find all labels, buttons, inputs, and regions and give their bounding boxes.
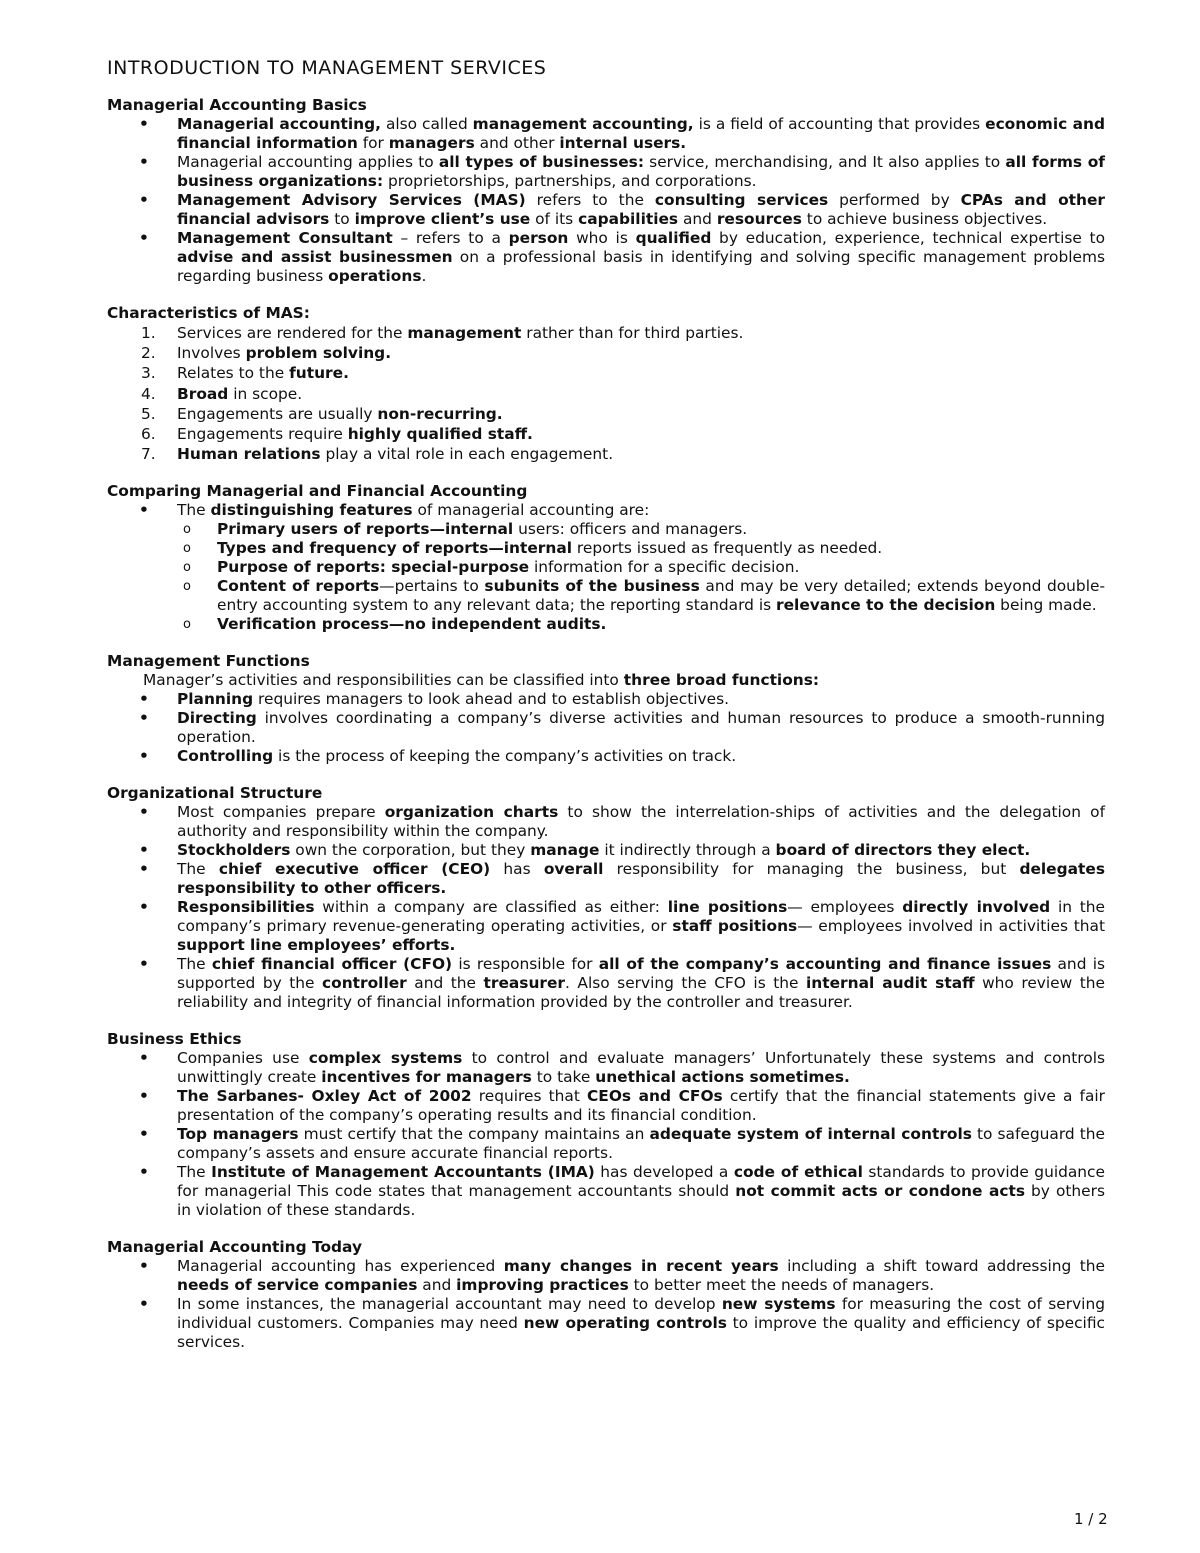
section-heading: Organizational Structure — [107, 784, 323, 803]
sub-list-item — [107, 520, 1105, 539]
section-intro — [107, 671, 1105, 690]
section-gap — [107, 286, 1105, 304]
list-item — [107, 841, 1105, 860]
list-item — [107, 1257, 1105, 1295]
text-run: . Also serving the CFO is the — [565, 974, 806, 993]
list-item — [107, 404, 1105, 424]
bold-text: delegates responsibility to other officers. — [177, 860, 1105, 898]
bold-text: three broad functions: — [623, 671, 820, 690]
bold-text: subunits of the business — [484, 577, 700, 596]
list-item — [107, 1163, 1105, 1220]
bold-text: new systems — [721, 1295, 836, 1314]
bold-text: Broad — [177, 384, 229, 403]
text-run: Companies use — [177, 1049, 309, 1068]
bold-text: improve client’s use — [354, 210, 531, 228]
section — [107, 304, 1105, 464]
text-run: requires managers to look ahead and to establish objectives. — [253, 690, 730, 709]
text-run: to take — [531, 1068, 596, 1087]
text-run: The — [177, 501, 211, 520]
list-item — [107, 424, 1105, 444]
list-item — [107, 709, 1105, 747]
bold-text: managers — [388, 134, 475, 152]
list-item — [107, 1049, 1105, 1087]
bold-text: Stockholders — [177, 841, 291, 860]
bold-text: problem solving. — [245, 344, 392, 363]
bold-text: management — [407, 324, 522, 342]
bold-text: many changes in recent years — [503, 1257, 779, 1276]
text-run: who review the reliability and integrity of financial information provided by the controller and treasurer. — [177, 974, 1106, 1012]
sub-list-item — [107, 615, 1105, 634]
bold-text: The Sarbanes- Oxley Act of 2002 — [177, 1087, 472, 1106]
bold-text: Top managers — [177, 1125, 299, 1144]
text-run: — employees — [787, 898, 903, 917]
item-number: 6. — [141, 425, 156, 444]
text-run: has — [490, 860, 544, 879]
bold-text: Directing — [177, 709, 257, 728]
text-run: on a professional basis in identifying and solving specific management problems regarding business — [177, 248, 1105, 285]
text-run: has developed a — [594, 1163, 734, 1182]
bold-text: chief financial officer (CFO) — [211, 955, 453, 974]
bold-text: Institute of Management Accountants (IMA) — [211, 1163, 595, 1182]
text-run: and other — [474, 134, 560, 152]
text-run: responsibility for managing the business, but — [603, 860, 1020, 879]
bold-text: support line employees’ efforts. — [177, 936, 456, 955]
document-page — [107, 56, 1105, 1352]
text-run: also called — [381, 115, 473, 133]
text-run: is responsible for — [452, 955, 599, 974]
bold-text: consulting services — [654, 191, 829, 209]
text-run: The — [177, 955, 212, 974]
bullet-list — [107, 1049, 1105, 1220]
bold-text: board of directors they elect. — [775, 841, 1031, 860]
list-item — [107, 1125, 1105, 1163]
item-number: 2. — [141, 344, 156, 363]
section — [107, 96, 1105, 286]
section-heading: Comparing Managerial and Financial Accounting — [107, 482, 528, 501]
bold-text: economic and financial information — [177, 115, 1105, 152]
text-run: to — [329, 210, 355, 228]
text-run: own the corporation, but they — [290, 841, 531, 860]
text-run: . — [421, 267, 427, 285]
bold-text: Management Consultant — [177, 229, 393, 247]
text-run: Involves — [177, 344, 246, 363]
text-run: standards to provide guidance for managerial This code states that management accountants should — [177, 1163, 1105, 1201]
text-run: of its — [530, 210, 579, 228]
section — [107, 652, 1105, 766]
list-item — [107, 747, 1105, 766]
bold-text: highly qualified staff. — [347, 425, 533, 444]
bold-text: Managerial accounting, — [177, 115, 382, 133]
bold-text: unethical actions sometimes. — [595, 1068, 850, 1087]
list-item — [107, 343, 1105, 363]
section-heading: Characteristics of MAS: — [107, 304, 310, 322]
text-run: within a company are classified as either: — [314, 898, 668, 917]
bold-text: Content of reports — [217, 577, 380, 596]
bullet-list — [107, 501, 1105, 520]
bold-text: chief executive officer (CEO) — [218, 860, 491, 879]
list-item — [107, 803, 1105, 841]
bold-text: adequate system of internal controls — [649, 1125, 972, 1144]
bold-text: advise and assist businessmen — [177, 248, 453, 266]
text-run: Relates to the — [177, 364, 290, 383]
item-number: 3. — [141, 364, 156, 383]
document-body — [107, 96, 1105, 1352]
bold-text: CEOs and CFOs — [587, 1087, 723, 1106]
text-run: to show the interrelation-ships of activities and the delegation of authority and responsibility within the company. — [177, 803, 1105, 841]
bold-text: needs of service companies — [177, 1276, 418, 1295]
text-run: to better meet the needs of managers. — [628, 1276, 935, 1295]
bold-text: Planning — [177, 690, 254, 709]
bullet-list — [107, 1257, 1105, 1352]
list-item — [107, 229, 1105, 286]
text-run: and may be very detailed; extends beyond double-entry accounting system to any relevant data; the reporting standard is — [217, 577, 1106, 615]
bold-text: Primary users of reports—internal — [217, 520, 514, 539]
bold-text: CPAs and other financial advisors — [177, 191, 1105, 228]
bold-text: operations — [328, 267, 422, 285]
text-run: proprietorships, partnerships, and corporations. — [383, 172, 757, 190]
text-run: by others in violation of these standards. — [177, 1182, 1105, 1220]
sub-list — [107, 520, 1105, 634]
text-run: refers to the — [525, 191, 655, 209]
bold-text: complex systems — [308, 1049, 463, 1068]
bold-text: Purpose of reports: special-purpose — [217, 558, 530, 577]
section — [107, 1238, 1105, 1352]
numbered-list — [107, 323, 1105, 464]
text-run: by education, experience, technical expertise to — [711, 229, 1106, 247]
section — [107, 784, 1105, 1012]
text-run: The — [177, 860, 219, 879]
bold-text: future. — [289, 364, 349, 383]
bold-text: staff positions — [672, 917, 798, 936]
text-run: The — [177, 1163, 212, 1182]
item-number: 1. — [141, 324, 156, 342]
text-run: — employees involved in activities that — [797, 917, 1105, 936]
text-run: certify that the financial statements give a fair presentation of the company’s operating results and its financial condition. — [177, 1087, 1105, 1125]
text-run: of managerial accounting are: — [412, 501, 650, 520]
bold-text: controller — [322, 974, 407, 993]
text-run: to safeguard the company’s assets and ensure accurate financial reports. — [177, 1125, 1105, 1163]
text-run: and is supported by the — [177, 955, 1105, 993]
text-run: is the process of keeping the company’s activities on track. — [273, 747, 737, 766]
bold-text: Controlling — [177, 747, 274, 766]
section-heading: Managerial Accounting Basics — [107, 96, 367, 114]
bold-text: improving practices — [456, 1276, 629, 1295]
text-run: in scope. — [228, 384, 303, 403]
bold-text: distinguishing features — [210, 501, 413, 520]
sub-list-item — [107, 558, 1105, 577]
text-run: performed by — [828, 191, 961, 209]
bold-text: all of the company’s accounting and finance issues — [598, 955, 1052, 974]
bold-text: overall — [543, 860, 604, 879]
bold-text: directly involved — [902, 898, 1051, 917]
bold-text: Human relations — [177, 445, 321, 464]
bold-text: internal users. — [559, 134, 687, 152]
text-run: in the company’s primary revenue-generating operating activities, or — [177, 898, 1106, 936]
text-run: to control and evaluate managers’ Unfortunately these systems and controls unwittingly create — [177, 1049, 1105, 1087]
bold-text: Types and frequency of reports—internal — [217, 539, 572, 558]
list-item — [107, 115, 1105, 153]
section-heading: Managerial Accounting Today — [107, 1238, 362, 1257]
text-run: for measuring the cost of serving individual customers. Companies may need — [177, 1295, 1105, 1333]
bold-text: Responsibilities — [177, 898, 315, 917]
bold-text: incentives for managers — [321, 1068, 532, 1087]
list-item — [107, 501, 1105, 520]
bold-text: resources — [716, 210, 802, 228]
bold-text: internal audit staff — [806, 974, 975, 993]
text-run: Most companies prepare — [177, 803, 385, 822]
page-number: 1 / 2 — [1074, 1510, 1108, 1528]
list-item — [107, 955, 1105, 1012]
section-gap — [107, 464, 1105, 482]
text-run: to achieve business objectives. — [801, 210, 1048, 228]
bold-text: capabilities — [578, 210, 679, 228]
text-run: In some instances, the managerial accountant may need to develop — [177, 1295, 722, 1314]
text-run: including a shift toward addressing the — [778, 1257, 1105, 1276]
text-run: and — [417, 1276, 457, 1295]
text-run: for — [357, 134, 389, 152]
bold-text: not commit acts or condone acts — [735, 1182, 1025, 1201]
bold-text: treasurer — [483, 974, 566, 993]
section-gap — [107, 1220, 1105, 1238]
text-run: it indirectly through a — [599, 841, 776, 860]
list-item — [107, 363, 1105, 383]
list-item — [107, 898, 1105, 955]
text-run: and — [678, 210, 717, 228]
bullet-list — [107, 803, 1105, 1012]
bold-text: code of ethical — [733, 1163, 863, 1182]
bold-text: Management Advisory Services (MAS) — [177, 191, 526, 209]
section-gap — [107, 634, 1105, 652]
text-run: being made. — [995, 596, 1097, 615]
document-title: INTRODUCTION TO MANAGEMENT SERVICES — [107, 57, 547, 79]
text-run: involves coordinating a company’s diverse activities and human resources to produce a smooth-running operation. — [177, 709, 1105, 747]
bold-text: person — [508, 229, 569, 247]
text-run: reports issued as frequently as needed. — [571, 539, 883, 558]
text-run: to improve the quality and efficiency of specific services. — [177, 1314, 1105, 1352]
item-number: 5. — [141, 404, 156, 423]
list-item — [107, 323, 1105, 343]
text-run: rather than for third parties. — [521, 324, 744, 342]
section-gap — [107, 1012, 1105, 1030]
list-item — [107, 384, 1105, 404]
bold-text: relevance to the decision — [776, 596, 996, 615]
text-run: service, merchandising, and It also applies to — [643, 153, 1006, 171]
text-run: must certify that the company maintains an — [298, 1125, 650, 1144]
bold-text: manage — [530, 841, 600, 860]
text-run: Manager’s activities and responsibilities can be classified into — [143, 671, 624, 690]
text-run: —pertains to — [379, 577, 485, 596]
text-run: Engagements are usually — [177, 404, 378, 423]
list-item — [107, 191, 1105, 229]
list-item — [107, 444, 1105, 464]
sub-list-item — [107, 539, 1105, 558]
bold-text: all forms of business organizations: — [177, 153, 1105, 190]
text-run: is a field of accounting that provides — [693, 115, 986, 133]
bold-text: new operating controls — [523, 1314, 727, 1333]
text-run: Managerial accounting applies to — [177, 153, 439, 171]
text-run: – refers to a — [392, 229, 509, 247]
item-number: 4. — [141, 384, 156, 403]
text-run: play a vital role in each engagement. — [320, 445, 614, 464]
list-item — [107, 153, 1105, 191]
list-item — [107, 860, 1105, 898]
text-run: users: officers and managers. — [513, 520, 748, 539]
sub-list-item — [107, 577, 1105, 615]
bold-text: organization charts — [384, 803, 559, 822]
text-run: and the — [406, 974, 484, 993]
bold-text: management accounting, — [472, 115, 694, 133]
list-item — [107, 1295, 1105, 1352]
text-run: who is — [568, 229, 636, 247]
text-run: requires that — [471, 1087, 588, 1106]
bullet-list — [107, 115, 1105, 286]
text-run: information for a specific decision. — [529, 558, 800, 577]
section-heading: Management Functions — [107, 652, 310, 671]
bold-text: Verification process—no independent audits. — [217, 615, 607, 634]
list-item — [107, 690, 1105, 709]
bold-text: qualified — [635, 229, 712, 247]
bold-text: non-recurring. — [377, 404, 503, 423]
section — [107, 482, 1105, 634]
text-run: Engagements require — [177, 425, 348, 444]
section — [107, 1030, 1105, 1220]
bullet-list — [107, 690, 1105, 766]
bold-text: line positions — [667, 898, 788, 917]
item-number: 7. — [141, 445, 156, 464]
section-gap — [107, 766, 1105, 784]
text-run: Managerial accounting has experienced — [177, 1257, 504, 1276]
text-run: Services are rendered for the — [177, 324, 408, 342]
section-heading: Business Ethics — [107, 1030, 242, 1049]
list-item — [107, 1087, 1105, 1125]
bold-text: all types of businesses: — [438, 153, 644, 171]
